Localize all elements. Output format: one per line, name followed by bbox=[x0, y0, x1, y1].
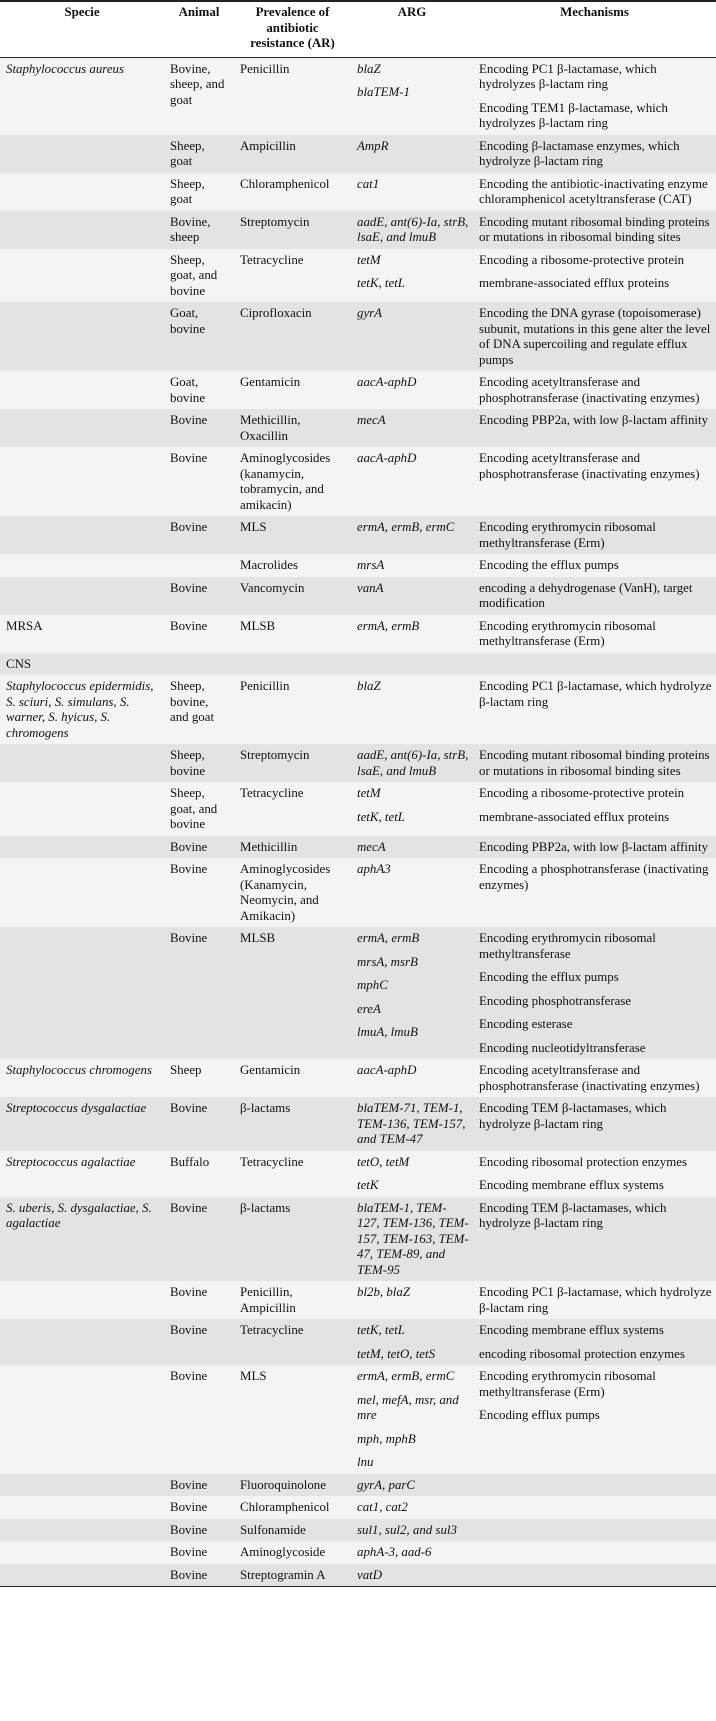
cell-arg-line: lmuA, lmuB bbox=[357, 1025, 418, 1039]
cell-mechanism bbox=[473, 1541, 716, 1564]
cell-specie bbox=[0, 1496, 164, 1519]
cell-prevalence: Methicillin bbox=[234, 836, 351, 859]
cell-arg-line: blaTEM-1 bbox=[357, 85, 410, 99]
cell-mechanism bbox=[473, 135, 716, 173]
cell-specie bbox=[0, 858, 164, 927]
cell-mechanism-line: Encoding erythromycin ribosomal methyltransferase (Erm) bbox=[479, 618, 656, 648]
cell-arg-line: tetM, tetO, tetS bbox=[357, 1346, 436, 1361]
cell-specie: CNS bbox=[0, 653, 164, 676]
table-row bbox=[0, 57, 716, 135]
header-mechanisms: Mechanisms bbox=[473, 1, 716, 57]
cell-arg-line: AmpR bbox=[357, 138, 389, 153]
cell-specie bbox=[0, 302, 164, 371]
cell-animal: Sheep, goat bbox=[164, 173, 234, 211]
cell-specie bbox=[0, 409, 164, 447]
cell-mechanism bbox=[473, 858, 716, 927]
cell-mechanism-line: Encoding mutant ribosomal binding proteins or mutations in ribosomal binding sites bbox=[479, 214, 710, 244]
cell-mechanism-line: encoding a dehydrogenase (VanH), target modification bbox=[479, 580, 693, 610]
cell-prevalence: Streptomycin bbox=[234, 211, 351, 249]
header-animal: Animal bbox=[164, 1, 234, 57]
cell-prevalence: Tetracycline bbox=[234, 1151, 351, 1197]
cell-arg-line: mecA bbox=[357, 413, 386, 427]
cell-specie: Staphylococcus epidermidis, S. sciuri, S. simulans, S. warner, S. hyicus, S. chromogens bbox=[0, 675, 164, 744]
cell-mechanism bbox=[473, 577, 716, 615]
cell-arg bbox=[351, 1365, 473, 1474]
cell-mechanism bbox=[473, 1097, 716, 1151]
cell-arg bbox=[351, 836, 473, 859]
cell-arg-line: aacA-aphD bbox=[357, 375, 417, 389]
table-row bbox=[0, 1564, 716, 1587]
cell-specie bbox=[0, 447, 164, 516]
table-row bbox=[0, 173, 716, 211]
cell-arg-line: mrsA bbox=[357, 558, 385, 572]
cell-prevalence: Chloramphenicol bbox=[234, 173, 351, 211]
cell-prevalence: Tetracycline bbox=[234, 782, 351, 836]
cell-arg-line: aphA-3, aad-6 bbox=[357, 1545, 432, 1559]
table-row bbox=[0, 135, 716, 173]
cell-arg bbox=[351, 1319, 473, 1365]
cell-prevalence: Tetracycline bbox=[234, 1319, 351, 1365]
cell-specie bbox=[0, 1564, 164, 1587]
cell-arg bbox=[351, 1519, 473, 1542]
cell-arg-line: ermA, ermB, ermC bbox=[357, 520, 455, 534]
cell-arg bbox=[351, 371, 473, 409]
cell-arg-line: aadE, ant(6)-Ia, strB, lsaE, and lmuB bbox=[357, 748, 469, 778]
cell-specie: Staphylococcus aureus bbox=[0, 57, 164, 135]
cell-prevalence: Fluoroquinolone bbox=[234, 1474, 351, 1497]
cell-prevalence: MLS bbox=[234, 1365, 351, 1474]
cell-animal: Bovine bbox=[164, 615, 234, 653]
cell-mechanism bbox=[473, 1059, 716, 1097]
table-row bbox=[0, 1197, 716, 1282]
cell-arg bbox=[351, 782, 473, 836]
cell-mechanism bbox=[473, 1564, 716, 1587]
cell-arg-line: mph, mphB bbox=[357, 1431, 416, 1446]
cell-mechanism bbox=[473, 409, 716, 447]
table-row bbox=[0, 554, 716, 577]
cell-mechanism-line: Encoding TEM β-lactamases, which hydrolyze β-lactam ring bbox=[479, 1101, 667, 1131]
cell-mechanism-line: Encoding membrane efflux systems bbox=[479, 1323, 664, 1337]
cell-arg bbox=[351, 1059, 473, 1097]
cell-mechanism-line: Encoding mutant ribosomal binding proteins or mutations in ribosomal binding sites bbox=[479, 748, 710, 778]
cell-arg-line: mrsA, msrB bbox=[357, 954, 418, 969]
cell-prevalence: Chloramphenicol bbox=[234, 1496, 351, 1519]
cell-prevalence: Tetracycline bbox=[234, 249, 351, 303]
cell-arg-line: mecA bbox=[357, 839, 386, 854]
table-row bbox=[0, 1097, 716, 1151]
cell-animal: Goat, bovine bbox=[164, 302, 234, 371]
cell-mechanism bbox=[473, 173, 716, 211]
cell-mechanism bbox=[473, 653, 716, 676]
cell-arg-line: gyrA, parC bbox=[357, 1477, 416, 1492]
cell-specie: S. uberis, S. dysgalactiae, S. agalactiae bbox=[0, 1197, 164, 1282]
table-row bbox=[0, 249, 716, 303]
cell-arg bbox=[351, 135, 473, 173]
cell-mechanism bbox=[473, 675, 716, 744]
cell-animal: Bovine, sheep, and goat bbox=[164, 57, 234, 135]
cell-prevalence: Penicillin, Ampicillin bbox=[234, 1281, 351, 1319]
cell-specie bbox=[0, 782, 164, 836]
table-row bbox=[0, 744, 716, 782]
cell-mechanism bbox=[473, 371, 716, 409]
cell-arg-line: ermA, ermB bbox=[357, 931, 420, 945]
cell-mechanism-line: Encoding β-lactamase enzymes, which hydrolyze β-lactam ring bbox=[479, 138, 680, 168]
cell-mechanism-line: Encoding a ribosome-protective protein bbox=[479, 786, 685, 800]
table-body bbox=[0, 57, 716, 1587]
table-row bbox=[0, 211, 716, 249]
cell-arg bbox=[351, 554, 473, 577]
cell-arg bbox=[351, 615, 473, 653]
cell-specie bbox=[0, 1541, 164, 1564]
cell-mechanism-line: Encoding acetyltransferase and phosphotransferase (inactivating enzymes) bbox=[479, 375, 700, 405]
cell-arg-line: aacA-aphD bbox=[357, 451, 417, 465]
cell-arg bbox=[351, 675, 473, 744]
cell-specie bbox=[0, 211, 164, 249]
cell-mechanism-line: Encoding PBP2a, with low β-lactam affinity bbox=[479, 413, 709, 427]
cell-mechanism bbox=[473, 1151, 716, 1197]
cell-prevalence: MLS bbox=[234, 516, 351, 554]
table-row bbox=[0, 653, 716, 676]
table-row bbox=[0, 1151, 716, 1197]
cell-arg-line: tetK, tetL bbox=[357, 809, 405, 824]
cell-mechanism-line: Encoding efflux pumps bbox=[479, 1408, 600, 1422]
cell-arg-line: cat1 bbox=[357, 176, 380, 191]
cell-specie bbox=[0, 516, 164, 554]
cell-mechanism bbox=[473, 782, 716, 836]
cell-specie bbox=[0, 1319, 164, 1365]
cell-arg-line: tetM bbox=[357, 252, 381, 267]
cell-mechanism bbox=[473, 447, 716, 516]
cell-prevalence: β-lactams bbox=[234, 1197, 351, 1282]
cell-specie bbox=[0, 1519, 164, 1542]
cell-animal: Bovine bbox=[164, 516, 234, 554]
cell-mechanism-line: Encoding membrane efflux systems bbox=[479, 1178, 664, 1192]
cell-animal: Bovine bbox=[164, 1519, 234, 1542]
cell-arg bbox=[351, 409, 473, 447]
cell-animal: Bovine bbox=[164, 1541, 234, 1564]
cell-animal: Bovine bbox=[164, 1319, 234, 1365]
cell-mechanism-line: Encoding ribosomal protection enzymes bbox=[479, 1154, 687, 1169]
cell-arg-line: aadE, ant(6)-Ia, strB, lsaE, and lmuB bbox=[357, 214, 469, 244]
table-row bbox=[0, 371, 716, 409]
cell-arg bbox=[351, 1496, 473, 1519]
cell-mechanism-line: Encoding esterase bbox=[479, 1017, 573, 1031]
table-row bbox=[0, 836, 716, 859]
cell-specie bbox=[0, 173, 164, 211]
cell-arg-line: aacA-aphD bbox=[357, 1063, 417, 1077]
cell-animal: Buffalo bbox=[164, 1151, 234, 1197]
table-row bbox=[0, 927, 716, 1059]
cell-specie bbox=[0, 744, 164, 782]
cell-animal bbox=[164, 554, 234, 577]
header-specie: Specie bbox=[0, 1, 164, 57]
cell-arg bbox=[351, 577, 473, 615]
cell-arg-line: tetM bbox=[357, 786, 381, 800]
cell-animal: Bovine bbox=[164, 1197, 234, 1282]
cell-animal: Bovine bbox=[164, 1474, 234, 1497]
cell-mechanism-line: Encoding the efflux pumps bbox=[479, 970, 619, 984]
cell-arg bbox=[351, 744, 473, 782]
cell-specie bbox=[0, 836, 164, 859]
cell-specie bbox=[0, 135, 164, 173]
table-row bbox=[0, 1474, 716, 1497]
cell-mechanism-line: membrane-associated efflux proteins bbox=[479, 276, 670, 290]
cell-arg-line: vatD bbox=[357, 1567, 383, 1582]
table-row bbox=[0, 577, 716, 615]
cell-arg-line: blaZ bbox=[357, 679, 381, 693]
cell-prevalence: Streptomycin bbox=[234, 744, 351, 782]
cell-arg bbox=[351, 858, 473, 927]
cell-prevalence: Gentamicin bbox=[234, 371, 351, 409]
cell-arg bbox=[351, 1564, 473, 1587]
cell-mechanism-line: Encoding TEM β-lactamases, which hydrolyze β-lactam ring bbox=[479, 1200, 667, 1230]
cell-arg bbox=[351, 249, 473, 303]
cell-specie: Staphylococcus chromogens bbox=[0, 1059, 164, 1097]
cell-arg-line: cat1, cat2 bbox=[357, 1500, 408, 1514]
cell-prevalence: Vancomycin bbox=[234, 577, 351, 615]
cell-prevalence: MLSB bbox=[234, 927, 351, 1059]
cell-mechanism-line: Encoding acetyltransferase and phosphotransferase (inactivating enzymes) bbox=[479, 1063, 700, 1093]
cell-animal: Bovine bbox=[164, 1496, 234, 1519]
cell-mechanism-line: Encoding a ribosome-protective protein bbox=[479, 252, 685, 267]
cell-arg-line: blaZ bbox=[357, 61, 381, 76]
cell-animal: Bovine bbox=[164, 927, 234, 1059]
cell-arg bbox=[351, 1541, 473, 1564]
cell-arg bbox=[351, 302, 473, 371]
cell-mechanism bbox=[473, 615, 716, 653]
cell-prevalence: Methicillin, Oxacillin bbox=[234, 409, 351, 447]
cell-mechanism-line: encoding ribosomal protection enzymes bbox=[479, 1346, 685, 1361]
cell-mechanism-line: Encoding phosphotransferase bbox=[479, 993, 632, 1008]
cell-arg bbox=[351, 1151, 473, 1197]
header-row bbox=[0, 1, 716, 57]
cell-animal: Sheep, bovine, and goat bbox=[164, 675, 234, 744]
cell-arg-line: aphA3 bbox=[357, 862, 391, 876]
cell-mechanism bbox=[473, 516, 716, 554]
table-row bbox=[0, 447, 716, 516]
cell-specie: Streptococcus dysgalactiae bbox=[0, 1097, 164, 1151]
cell-specie bbox=[0, 577, 164, 615]
cell-mechanism-line: Encoding erythromycin ribosomal methyltransferase (Erm) bbox=[479, 520, 656, 550]
cell-prevalence: β-lactams bbox=[234, 1097, 351, 1151]
cell-arg-line: tetO, tetM bbox=[357, 1154, 410, 1169]
cell-arg bbox=[351, 1097, 473, 1151]
cell-mechanism-line: Encoding the antibiotic-inactivating enzyme chloramphenicol acetyltransferase (CAT) bbox=[479, 176, 708, 206]
cell-mechanism bbox=[473, 1365, 716, 1474]
cell-specie bbox=[0, 1365, 164, 1474]
cell-mechanism-line: Encoding PC1 β-lactamase, which hydrolyze β-lactam ring bbox=[479, 1285, 712, 1315]
cell-mechanism bbox=[473, 744, 716, 782]
cell-mechanism-line: Encoding nucleotidyltransferase bbox=[479, 1040, 646, 1055]
cell-specie bbox=[0, 249, 164, 303]
cell-arg bbox=[351, 57, 473, 135]
cell-mechanism bbox=[473, 1519, 716, 1542]
cell-animal: Sheep, bovine bbox=[164, 744, 234, 782]
cell-mechanism bbox=[473, 302, 716, 371]
cell-specie bbox=[0, 554, 164, 577]
cell-arg bbox=[351, 653, 473, 676]
cell-arg-line: tetK, tetL bbox=[357, 276, 405, 290]
table-row bbox=[0, 409, 716, 447]
table-row bbox=[0, 1281, 716, 1319]
cell-arg-line: bl2b, blaZ bbox=[357, 1285, 411, 1299]
cell-arg bbox=[351, 1281, 473, 1319]
cell-mechanism bbox=[473, 211, 716, 249]
cell-animal: Bovine bbox=[164, 409, 234, 447]
cell-animal: Sheep bbox=[164, 1059, 234, 1097]
cell-arg-line: tetK bbox=[357, 1178, 379, 1192]
table-row bbox=[0, 1519, 716, 1542]
cell-mechanism-line: Encoding acetyltransferase and phosphotransferase (inactivating enzymes) bbox=[479, 451, 700, 481]
cell-arg-line: sul1, sul2, and sul3 bbox=[357, 1522, 457, 1537]
cell-prevalence: Macrolides bbox=[234, 554, 351, 577]
cell-animal: Sheep, goat, and bovine bbox=[164, 249, 234, 303]
cell-animal: Bovine, sheep bbox=[164, 211, 234, 249]
cell-mechanism-line: Encoding PBP2a, with low β-lactam affinity bbox=[479, 839, 709, 854]
cell-arg-line: ermA, ermB bbox=[357, 618, 420, 633]
cell-arg-line: mel, mefA, msr, and mre bbox=[357, 1392, 459, 1422]
cell-arg-line: tetK, tetL bbox=[357, 1323, 405, 1337]
cell-mechanism bbox=[473, 554, 716, 577]
cell-animal: Bovine bbox=[164, 577, 234, 615]
table-row bbox=[0, 1365, 716, 1474]
cell-mechanism bbox=[473, 249, 716, 303]
cell-arg bbox=[351, 447, 473, 516]
cell-arg-line: lnu bbox=[357, 1455, 374, 1469]
cell-arg-line: ereA bbox=[357, 1001, 381, 1016]
table-row bbox=[0, 858, 716, 927]
table-row bbox=[0, 1496, 716, 1519]
cell-mechanism-line: Encoding PC1 β-lactamase, which hydrolyze β-lactam ring bbox=[479, 679, 712, 709]
cell-animal: Goat, bovine bbox=[164, 371, 234, 409]
cell-mechanism bbox=[473, 836, 716, 859]
cell-mechanism-line: Encoding a phosphotransferase (inactivating enzymes) bbox=[479, 862, 709, 892]
cell-animal: Bovine bbox=[164, 1365, 234, 1474]
cell-arg-line: mphC bbox=[357, 978, 388, 992]
table-row bbox=[0, 516, 716, 554]
cell-animal: Bovine bbox=[164, 836, 234, 859]
cell-animal: Bovine bbox=[164, 447, 234, 516]
cell-arg bbox=[351, 173, 473, 211]
cell-mechanism bbox=[473, 927, 716, 1059]
cell-prevalence: Ciprofloxacin bbox=[234, 302, 351, 371]
cell-arg bbox=[351, 927, 473, 1059]
cell-prevalence: Aminoglycosides (Kanamycin, Neomycin, and Amikacin) bbox=[234, 858, 351, 927]
cell-mechanism-line: Encoding the DNA gyrase (topoisomerase) subunit, mutations in this gene alter the level of DNA supercoiling and regulate efflux pumps bbox=[479, 306, 711, 367]
cell-arg-line: gyrA bbox=[357, 306, 383, 320]
cell-animal: Bovine bbox=[164, 1097, 234, 1151]
cell-prevalence: MLSB bbox=[234, 615, 351, 653]
cell-mechanism bbox=[473, 1197, 716, 1282]
table-row bbox=[0, 1319, 716, 1365]
cell-specie bbox=[0, 1281, 164, 1319]
cell-mechanism bbox=[473, 1281, 716, 1319]
cell-mechanism-line: Encoding erythromycin ribosomal methyltransferase (Erm) bbox=[479, 1369, 656, 1399]
cell-mechanism bbox=[473, 1319, 716, 1365]
cell-mechanism-line: Encoding TEM1 β-lactamase, which hydrolyzes β-lactam ring bbox=[479, 100, 668, 130]
cell-prevalence: Streptogramin A bbox=[234, 1564, 351, 1587]
cell-animal: Sheep, goat, and bovine bbox=[164, 782, 234, 836]
cell-prevalence bbox=[234, 653, 351, 676]
header-arg: ARG bbox=[351, 1, 473, 57]
table-row bbox=[0, 615, 716, 653]
cell-mechanism-line: membrane-associated efflux proteins bbox=[479, 809, 670, 824]
cell-mechanism bbox=[473, 1474, 716, 1497]
cell-arg bbox=[351, 211, 473, 249]
table-row bbox=[0, 782, 716, 836]
header-prevalence: Prevalence of antibiotic resistance (AR) bbox=[234, 1, 351, 57]
cell-specie: MRSA bbox=[0, 615, 164, 653]
cell-mechanism-line: Encoding the efflux pumps bbox=[479, 558, 619, 572]
cell-arg bbox=[351, 1474, 473, 1497]
cell-arg bbox=[351, 516, 473, 554]
cell-specie bbox=[0, 1474, 164, 1497]
cell-animal: Bovine bbox=[164, 858, 234, 927]
cell-animal: Bovine bbox=[164, 1564, 234, 1587]
table-row bbox=[0, 1059, 716, 1097]
table-row bbox=[0, 1541, 716, 1564]
cell-arg bbox=[351, 1197, 473, 1282]
cell-mechanism bbox=[473, 1496, 716, 1519]
cell-prevalence: Penicillin bbox=[234, 675, 351, 744]
cell-arg-line: vanA bbox=[357, 580, 384, 595]
cell-prevalence: Aminoglycosides (kanamycin, tobramycin, and amikacin) bbox=[234, 447, 351, 516]
cell-animal: Sheep, goat bbox=[164, 135, 234, 173]
cell-animal: Bovine bbox=[164, 1281, 234, 1319]
cell-prevalence: Penicillin bbox=[234, 57, 351, 135]
cell-prevalence: Ampicillin bbox=[234, 135, 351, 173]
cell-specie bbox=[0, 371, 164, 409]
cell-mechanism bbox=[473, 57, 716, 135]
cell-animal bbox=[164, 653, 234, 676]
cell-prevalence: Aminoglycoside bbox=[234, 1541, 351, 1564]
cell-mechanism-line: Encoding PC1 β-lactamase, which hydrolyzes β-lactam ring bbox=[479, 61, 657, 91]
cell-arg-line: ermA, ermB, ermC bbox=[357, 1369, 455, 1383]
cell-arg-line: blaTEM-1, TEM-127, TEM-136, TEM-157, TEM-163, TEM-47, TEM-89, and TEM-95 bbox=[357, 1200, 469, 1277]
cell-specie bbox=[0, 927, 164, 1059]
cell-arg-line: blaTEM-71, TEM-1, TEM-136, TEM-157, and TEM-47 bbox=[357, 1101, 466, 1146]
cell-mechanism-line: Encoding erythromycin ribosomal methyltransferase bbox=[479, 931, 656, 961]
cell-prevalence: Sulfonamide bbox=[234, 1519, 351, 1542]
cell-specie: Streptococcus agalactiae bbox=[0, 1151, 164, 1197]
table-row bbox=[0, 302, 716, 371]
cell-prevalence: Gentamicin bbox=[234, 1059, 351, 1097]
table-row bbox=[0, 675, 716, 744]
